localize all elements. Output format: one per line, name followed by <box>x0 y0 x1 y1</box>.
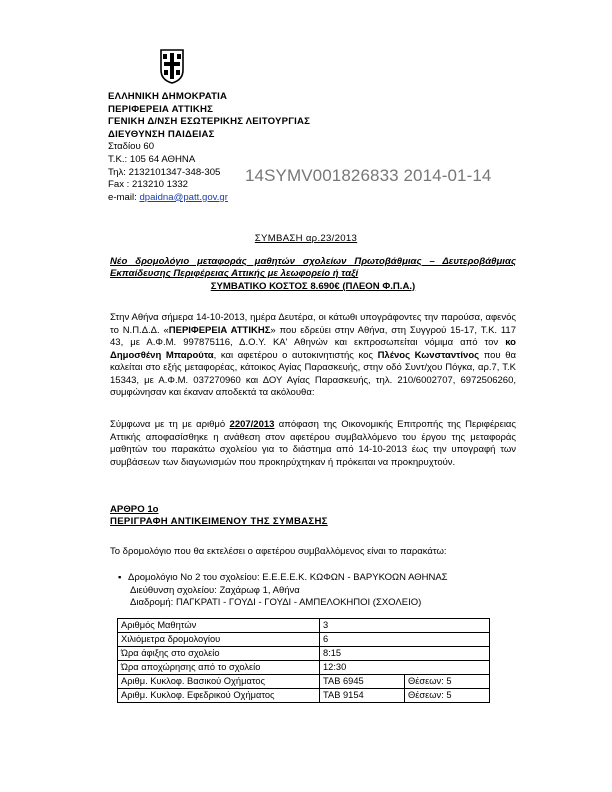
decision-paragraph <box>110 419 516 469</box>
table-cell-value: 6 <box>320 633 490 647</box>
bullet-icon: ▪ <box>118 572 122 583</box>
table-cell-value: ΤΑΒ 6945 <box>320 675 405 689</box>
table-cell-seats: Θέσεων: 5 <box>405 689 490 703</box>
p1-text-a: Στην Αθήνα σήμερα 14-10-2013, ημέρα Δευτέρα, οι κάτωθι υπογράφοντες την παρούσα, αφενός το Ν.Π.Δ.Δ. « <box>110 312 516 336</box>
route-description <box>118 572 448 610</box>
header-directorate-general: ΓΕΝΙΚΗ Δ/ΝΣΗ ΕΣΩΤΕΡΙΚΗΣ ΛΕΙΤΟΥΡΓΙΑΣ <box>108 116 311 128</box>
parties-paragraph <box>110 312 516 400</box>
table-row <box>118 689 490 703</box>
email-label: e-mail: <box>108 191 140 203</box>
email-link[interactable]: dpaidna@patt.gov.gr <box>139 191 228 203</box>
article-intro: Το δρομολόγιο που θα εκτελέσει ο αφετέρου συμβαλλόμενος είναι το παρακάτω: <box>110 546 447 557</box>
p2-text-a: Σύμφωνα με τη με αριθμό <box>110 419 230 430</box>
header-country: ΕΛΛΗΝΙΚΗ ΔΗΜΟΚΡΑΤΙΑ <box>108 91 228 102</box>
contract-title: ΣΥΜΒΑΣΗ αρ.23/2013 <box>254 233 358 244</box>
route-address: Διεύθυνση σχολείου: Ζαχάρωφ 1, Αθήνα <box>130 584 300 596</box>
table-cell-label: Ώρα αποχώρησης από το σχολείο <box>118 661 320 675</box>
table-cell-label: Ώρα άφιξης στο σχολείο <box>118 647 320 661</box>
greek-coat-of-arms-icon <box>159 48 185 84</box>
table-cell-value: ΤΑΒ 9154 <box>320 689 405 703</box>
table-row <box>118 647 490 661</box>
table-cell-label: Χιλιόμετρα δρομολογίου <box>118 633 320 647</box>
table-row <box>118 661 490 675</box>
route-line-school <box>118 572 448 585</box>
table-cell-label: Αριθμός Μαθητών <box>118 619 320 633</box>
table-cell-value: 8:15 <box>320 647 490 661</box>
route-school: Δρομολόγιο Νο 2 του σχολείου: Ε.Ε.Ε.Ε.Κ. ΚΩΦΩΝ - ΒΑΡΥΚΟΩΝ ΑΘΗΝΑΣ <box>128 572 448 583</box>
header-region: ΠΕΡΙΦΕΡΕΙΑ ΑΤΤΙΚΗΣ <box>108 103 214 115</box>
p1-representative: κο Δημοσθένη Μπαρούτα <box>110 337 516 361</box>
p1-contractor: Πλένος Κωνσταντίνος <box>377 349 480 361</box>
table-row <box>118 633 490 647</box>
table-cell-value: 3 <box>320 619 490 633</box>
table-cell-label: Αριθμ. Κυκλοφ. Εφεδρικού Οχήματος <box>118 689 320 703</box>
subject-text: Νέο δρομολόγιο μεταφοράς μαθητών σχολείων Πρωτοβάθμιας – Δευτεροβάθμιας Εκπαίδευσης Περιφέρειας Αττικής με λεωφορείο ή ταξί <box>110 256 516 280</box>
header-postcode: Τ.Κ.: 105 64 ΑΘΗΝΑ <box>108 153 196 165</box>
header-street: Σταδίου 60 <box>108 141 155 153</box>
header-email <box>108 192 310 205</box>
table-row <box>118 619 490 633</box>
table-cell-label: Αριθμ. Κυκλοφ. Βασικού Οχήματος <box>118 675 320 689</box>
article-number: ΑΡΘΡΟ 1ο <box>110 504 159 515</box>
p1-text-e: , και αφετέρου ο αυτοκινητιστής κος <box>213 349 378 361</box>
p1-text-c: » που εδρεύει στην Αθήνα, στη Συγγρού 15-17, Τ.Κ. 117 43, με Α.Φ.Μ. 997875116, Δ.Ο.Υ. ΚΑ' Αθηνών και εκπροσωπείται νόμιμα από τον <box>110 324 517 348</box>
issuer-header <box>108 91 310 204</box>
route-path: Διαδρομή: ΠΑΓΚΡΑΤΙ - ΓΟΥΔΙ - ΓΟΥΔΙ - ΑΜΠΕΛΟΚΗΠΟΙ (ΣΧΟΛΕΙΟ) <box>130 597 422 609</box>
p2-text-c: απόφαση της Οικονομικής Επιτροπής της Περιφέρειας Αττικής αποφασίσθηκε η ανάθεση στον αφετέρου συμβαλλόμενο του έργου της μεταφοράς μαθητών του παρακάτω σχολείου για το διάστημα από 14-10-2013 έως την υπογραφή των συμβάσεων των διαγωνισμών που προκηρύχτηκαν ή πρόκειται να προκηρυχτούν. <box>110 419 516 468</box>
p2-decision-number: 2207/2013 <box>229 419 275 430</box>
header-phone: Τηλ: 2132101347-348-305 <box>108 166 221 178</box>
p1-text-g: που θα καλείται στο εξής μεταφορέας, κάτοικος Αγίας Παρασκευής, στην οδό Συντ/χου Πόγκα, αρ.7, Τ.Κ 15343, με Α.Φ.Μ. 037270960 και ΔΟΥ Αγίας Παρασκευής, τηλ. 210/6002707, 6972506260, συμφώνησαν και έκαναν αποδεκτά τα ακόλουθα: <box>110 349 516 398</box>
article-title: ΠΕΡΙΓΡΑΦΗ ΑΝΤΙΚΕΙΜΕΝΟΥ ΤΗΣ ΣΥΜΒΑΣΗΣ <box>110 516 328 527</box>
header-directorate: ΔΙΕΥΘΥΝΣΗ ΠΑΙΔΕΙΑΣ <box>108 128 215 140</box>
diavgeia-stamp: 14SYMV001826833 2014-01-14 <box>245 166 492 185</box>
p1-region-name: ΠΕΡΙΦΕΡΕΙΑ ΑΤΤΙΚΗΣ <box>168 324 271 336</box>
table-row <box>118 675 490 689</box>
route-details-table <box>117 618 490 703</box>
contract-subject <box>110 256 516 293</box>
table-cell-value: 12:30 <box>320 661 490 675</box>
table-cell-seats: Θέσεων: 5 <box>405 675 490 689</box>
header-fax: Fax : 213210 1332 <box>108 179 189 191</box>
contract-cost: ΣΥΜΒΑΤΙΚΟ ΚΟΣΤΟΣ 8.690€ (ΠΛΕΟΝ Φ.Π.Α.) <box>210 280 416 292</box>
